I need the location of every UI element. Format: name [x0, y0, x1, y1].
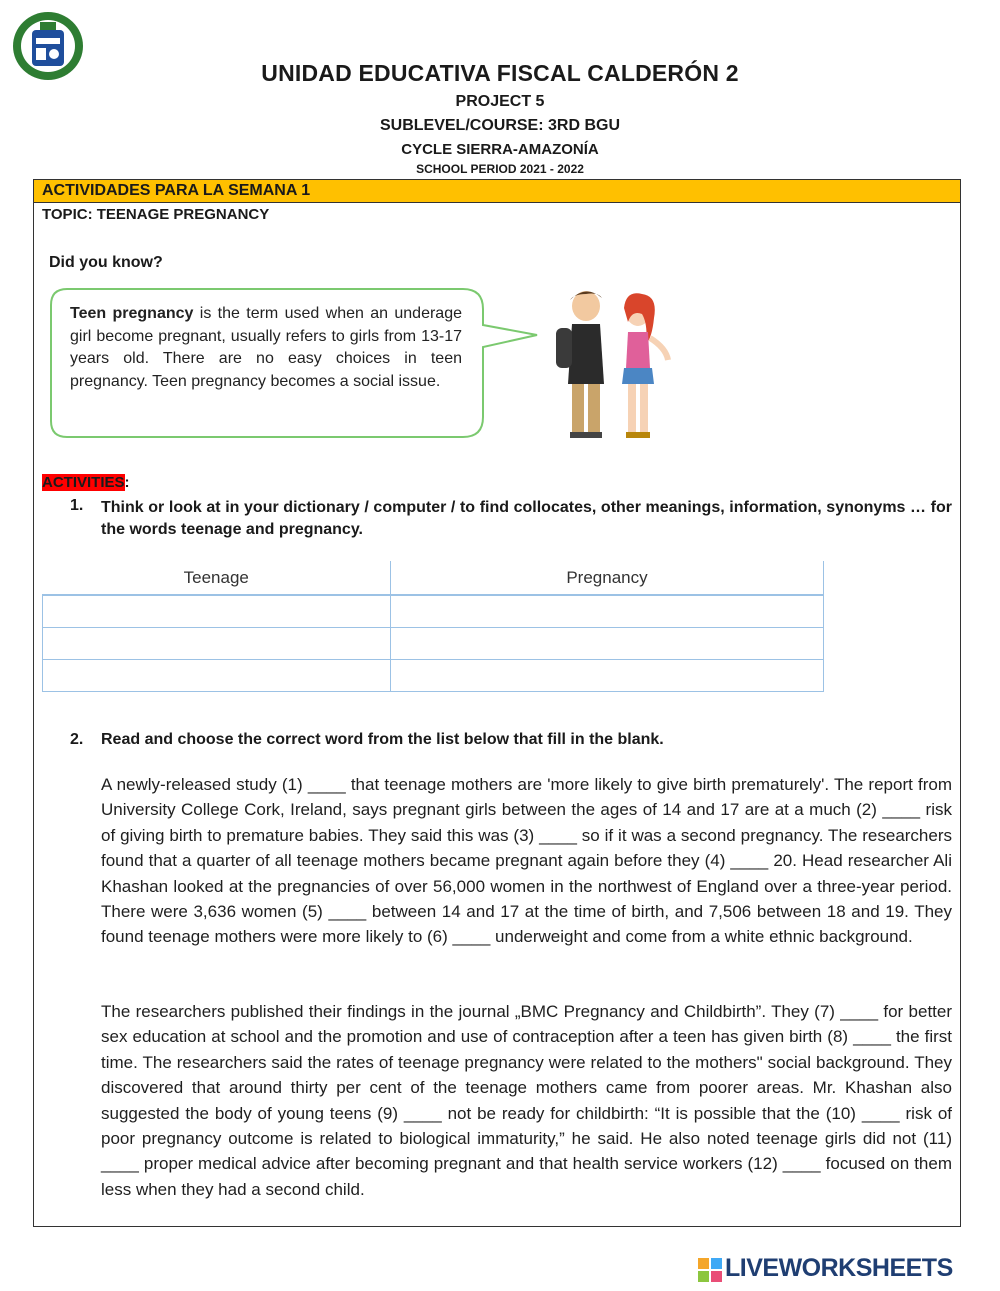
topic-title: TOPIC: TEENAGE PREGNANCY	[42, 206, 270, 223]
teen-couple-illustration	[542, 288, 682, 440]
words-table	[42, 561, 824, 692]
column-header-pregnancy: Pregnancy	[390, 561, 823, 595]
pregnancy-answer-cell[interactable]	[390, 595, 823, 628]
did-you-know-heading: Did you know?	[49, 254, 163, 271]
liveworksheets-brand[interactable]	[698, 1255, 993, 1285]
activities-colon: :	[124, 474, 130, 491]
did-you-know-body: is the term used when an underage girl become pregnant, usually refers to girls from 13-17 years old. There are no easy choices in teen pregnancy. Teen pregnancy becomes a social issue.	[70, 305, 462, 390]
question-1-text: Think or look at in your dictionary / computer / to find collocates, other meanings, information, synonyms … for the words teenage and pregnancy.	[101, 499, 952, 538]
did-you-know-text	[70, 303, 462, 393]
activities-label: ACTIVITIES	[42, 474, 125, 491]
column-header-teenage: Teenage	[43, 561, 391, 595]
course-label: SUBLEVEL/COURSE: 3RD BGU	[379, 117, 621, 134]
question-1-number: 1.	[70, 497, 84, 514]
teenage-answer-cell[interactable]	[43, 628, 391, 660]
school-period: SCHOOL PERIOD 2021 - 2022	[416, 162, 584, 176]
activities-heading	[42, 474, 130, 491]
pregnancy-answer-cell[interactable]	[390, 628, 823, 660]
project-title: PROJECT 5	[455, 93, 545, 110]
question-2-text: Read and choose the correct word from the list below that fill in the blank.	[101, 731, 664, 748]
teenage-answer-cell[interactable]	[43, 595, 391, 628]
week-banner: ACTIVIDADES PARA LA SEMANA 1	[34, 180, 960, 203]
table-row	[43, 660, 824, 692]
table-row	[43, 628, 824, 660]
table-row	[43, 595, 824, 628]
liveworksheets-wordmark: LIVEWORKSHEETS	[725, 1254, 953, 1282]
cycle-label: CYCLE SIERRA-AMAZONÍA	[401, 141, 599, 158]
pregnancy-answer-cell[interactable]	[390, 660, 823, 692]
teenage-answer-cell[interactable]	[43, 660, 391, 692]
school-name: UNIDAD EDUCATIVA FISCAL CALDERÓN 2	[261, 60, 739, 86]
teen-pregnancy-term: Teen pregnancy	[70, 305, 194, 322]
liveworksheets-logo-icon	[698, 1258, 722, 1282]
reading-paragraph-2: The researchers published their findings in the journal „BMC Pregnancy and Childbirth”. They (7) ____ for better sex education at school and the promotion and use of contraception after a teen has given birth (8) ____ the first time. The researchers said the rates of teenage pregnancy were related to the mothers" social background. They discovered that around thirty per cent of the teenage mothers came from poorer areas. Mr. Khashan also suggested the body of young teens (9) ____ not be ready for childbirth: “It is possible that the (10) ____ risk of poor pregnancy outcome is related to biological immaturity,” he said. He also noted teenage girls did not (11) ____ proper medical advice after becoming pregnant and that health service workers (12) ____ focused on them less when they had a second child.	[101, 1002, 952, 1199]
reading-paragraph-1: A newly-released study (1) ____ that teenage mothers are 'more likely to give birth prematurely'. The report from University College Cork, Ireland, says pregnant girls between the ages of 14 and 17 are at a much (2) ____ risk of giving birth to premature babies. They said this was (3) ____ so if it was a second pregnancy. The researchers found that a quarter of all teenage mothers became pregnant again before they (4) ____ 20. Head researcher Ali Khashan looked at the pregnancies of over 56,000 women in the northwest of England over a three-year period. There were 3,636 women (5) ____ between 14 and 17 at the time of birth, and 7,506 between 18 and 19. They found teenage mothers were more likely to (6) ____ underweight and come from a white ethnic background.	[101, 775, 952, 947]
question-2-number: 2.	[70, 731, 84, 748]
